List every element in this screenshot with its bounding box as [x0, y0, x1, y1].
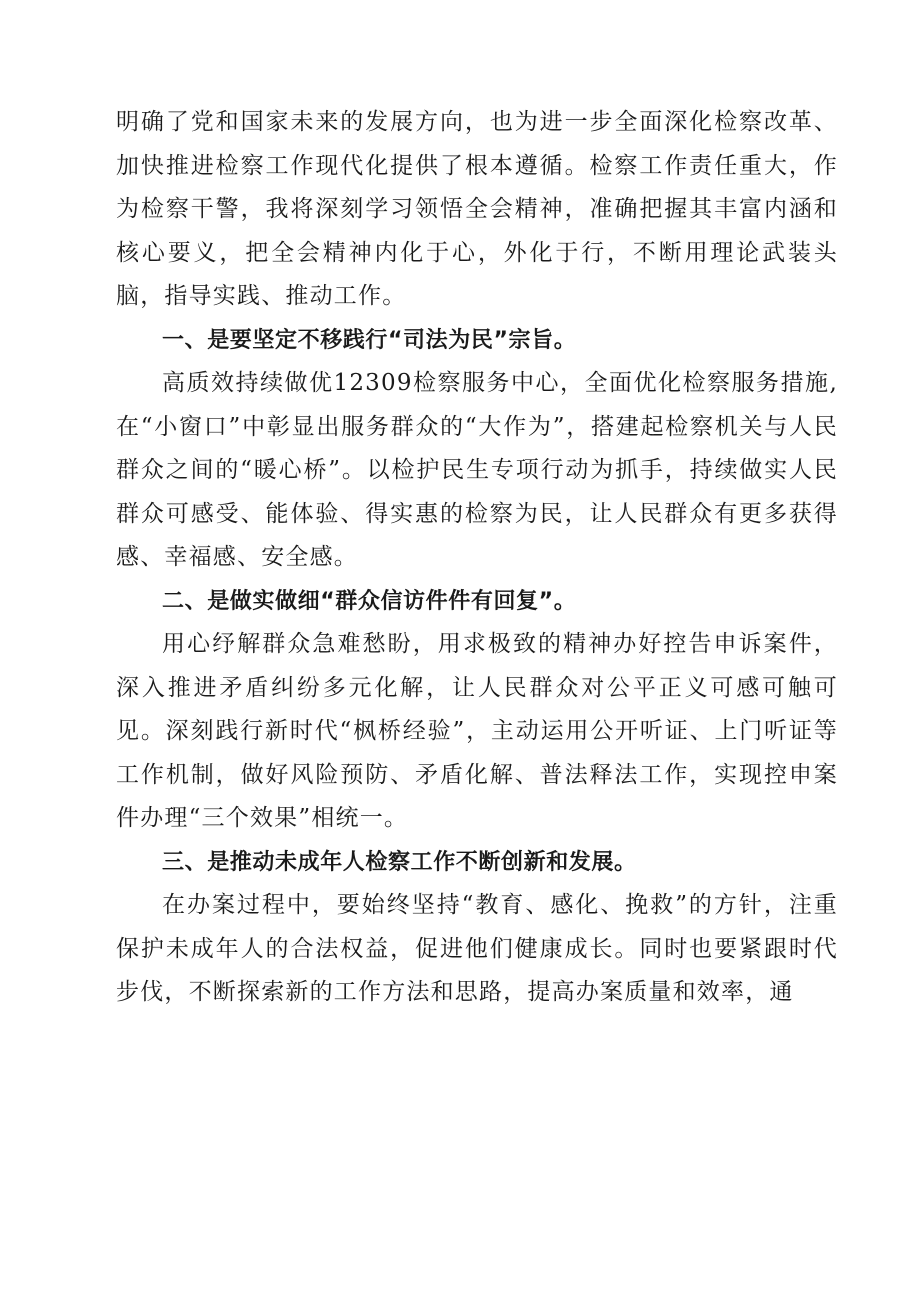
document-body [116, 101, 838, 1015]
section-heading-2: 二、是做实做细“群众信访件件有回复”。 [162, 588, 577, 614]
section-3-paragraph: 在办案过程中，要始终坚持“教育、感化、挽救”的方针，注重保护未成年人的合法权益，促进他们健康成长。同时也要紧跟时代步伐，不断探索新的工作方法和思路，提高办案质量和效率，通 [116, 892, 838, 1005]
section-heading-1: 一、是要坚定不移践行“司法为民”宗旨。 [162, 327, 577, 353]
section-heading-3: 三、是推动未成年人检察工作不断创新和发展。 [162, 849, 637, 875]
section-2-paragraph: 用心纾解群众急难愁盼，用求极致的精神办好控告申诉案件，深入推进矛盾纠纷多元化解，让人民群众对公平正义可感可触可见。深刻践行新时代“枫桥经验”，主动运用公开听证、上门听证等工作机制，做好风险预防、矛盾化解、普法释法工作，实现控申案件办理“三个效果”相统一。 [116, 631, 838, 831]
intro-paragraph: 明确了党和国家未来的发展方向，也为进一步全面深化检察改革、加快推进检察工作现代化提供了根本遵循。检察工作责任重大，作为检察干警，我将深刻学习领悟全会精神，准确把握其丰富内涵和核心要义，把全会精神内化于心，外化于行，不断用理论武装头脑，指导实践、推动工作。 [116, 109, 838, 309]
section-1-paragraph: 高质效持续做优12309检察服务中心，全面优化检察服务措施,在“小窗口”中彰显出服务群众的“大作为”，搭建起检察机关与人民群众之间的“暖心桥”。以检护民生专项行动为抓手，持续做实人民群众可感受、能体验、得实惠的检察为民，让人民群众有更多获得感、幸福感、安全感。 [116, 370, 838, 570]
